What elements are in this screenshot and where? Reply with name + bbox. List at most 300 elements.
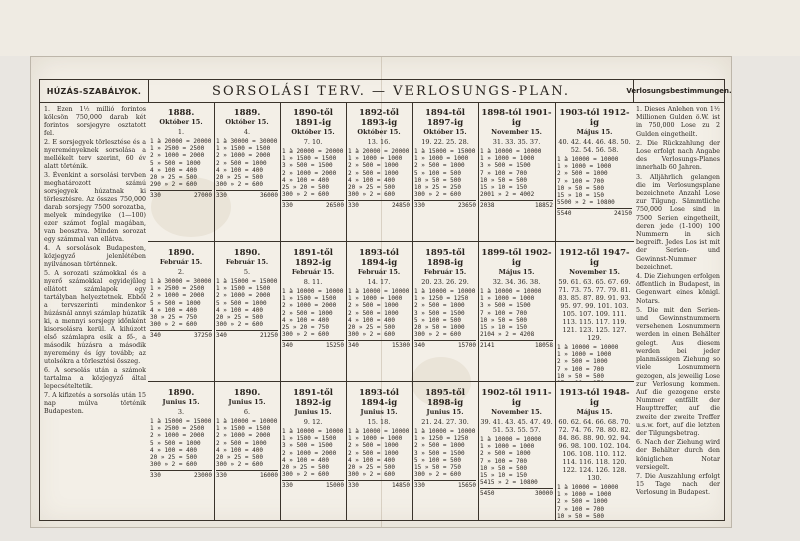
prize-line: 300 » 2 = 600	[216, 181, 263, 189]
rule-paragraph: 4. Die Ziehungen erfolgen öffentlich in Budapest, in Gegenwart eines königl. Notars.	[636, 273, 720, 305]
drawing-number: 5.	[243, 268, 251, 276]
total-sum: 18058	[534, 342, 553, 350]
prize-line: 4 » 100 = 400	[282, 176, 329, 184]
drawing-number: 4.	[243, 128, 251, 136]
prize-line: 15 » 10 = 150	[557, 192, 604, 200]
drawing-year: 1890-től 1891-ig	[292, 108, 333, 128]
prize-line: 20 » 25 = 500	[216, 314, 263, 322]
rules-text-de	[636, 106, 720, 499]
prize-line: 1 » 1000 = 1000	[480, 295, 535, 303]
drawing-cell	[555, 242, 634, 382]
drawing-cell	[412, 382, 478, 520]
prize-line: 300 » 2 = 600	[348, 191, 395, 199]
drawing-number: 40. 42. 44. 46. 48. 50. 52. 54. 56. 58.	[558, 138, 631, 154]
drawing-total	[414, 340, 476, 349]
rule-paragraph: 6. A sorsolás után a számok tartalma a közjegyző által lepecsételtetik.	[44, 367, 146, 390]
prize-line: 1 » 2500 = 2500	[150, 285, 205, 293]
drawing-total	[282, 480, 344, 489]
prize-line: 25 » 20 = 500	[282, 184, 329, 192]
prize-line: 2 » 500 = 1000	[557, 358, 608, 366]
prize-line: 10 » 50 = 500	[414, 176, 461, 184]
prize-line: 20 » 25 = 500	[150, 454, 197, 462]
prize-line: 2 » 1000 = 2000	[150, 292, 205, 300]
total-count: 340	[150, 332, 161, 340]
drawing-year: 1895-től 1898-ig	[424, 388, 465, 408]
prize-line: 1 à 10000 = 10000	[414, 288, 476, 295]
prize-line: 300 » 2 = 600	[150, 321, 197, 329]
drawing-month: Junius 15.	[426, 408, 464, 416]
rules-heading: HÚZÁS-SZABÁLYOK.	[40, 80, 149, 103]
prize-line: 1 à 10000 = 10000	[348, 288, 410, 295]
drawing-cell	[148, 102, 214, 242]
prize-line: 1 » 1250 = 1250	[414, 295, 469, 303]
prize-line: 1 » 2500 = 2500	[150, 425, 205, 433]
total-count: 330	[282, 482, 293, 490]
prize-line: 1 à 10000 = 10000	[557, 344, 619, 351]
prize-line: 2 » 500 = 1000	[348, 169, 399, 177]
prize-line: 1 à 10000 = 10000	[480, 288, 542, 295]
prize-line: 1 à 10000 = 10000	[557, 484, 619, 491]
plan-frame	[39, 79, 732, 521]
prize-line: 1 à 10000 = 10000	[414, 428, 476, 435]
prize-line: 5500 » 2 = 10800	[557, 199, 615, 207]
drawing-month: Február 15.	[291, 268, 335, 276]
drawing-total	[282, 340, 344, 349]
drawing-total	[414, 200, 476, 209]
rule-paragraph: 1. Dieses Anlehen von 1½ Millionen Gulden ö.W. ist in 750,000 Lose zu 2 Gulden eingetheilt.	[636, 106, 720, 138]
drawing-month: Február 15.	[159, 258, 203, 266]
drawing-cell	[280, 242, 346, 382]
drawing-month: Junius 15.	[162, 398, 200, 406]
total-sum: 26500	[325, 202, 344, 210]
prize-line: 20 » 25 = 500	[348, 464, 395, 472]
paper-top-strip	[0, 0, 800, 56]
drawing-month: Október 15.	[423, 128, 467, 136]
drawing-year: 1890.	[233, 388, 261, 398]
prize-line: 7 » 100 = 700	[480, 309, 527, 317]
prize-line: 1 à 20000 = 20000	[282, 148, 344, 155]
drawing-cell	[214, 382, 280, 520]
drawing-number: 15. 18.	[367, 418, 391, 426]
prize-line: 10 » 50 = 500	[480, 316, 527, 324]
prize-line: 4 » 100 = 400	[282, 316, 329, 324]
drawing-number: 60. 62. 64. 66. 68. 70. 72. 74. 76. 78. 80. 82. 84. 86. 88. 90. 92. 94. 96. 98. 100. 102. 104. 106. 108. 110. 112. 114. 116. 118. 120. 122. 124. 126. 128. 130.	[558, 418, 631, 482]
drawing-year: 1891-től 1892-ig	[292, 248, 333, 268]
prize-line: 2 » 1000 = 2000	[282, 302, 337, 310]
drawing-year: 1891-től 1892-ig	[292, 388, 333, 408]
prize-line: 4 » 100 = 400	[348, 316, 395, 324]
total-sum: 37250	[193, 332, 212, 340]
prize-line: 2 » 1000 = 2000	[282, 449, 337, 457]
prize-line: 3 » 500 = 1500	[480, 302, 531, 310]
total-sum: 15700	[457, 342, 476, 350]
drawing-cell	[148, 382, 214, 520]
prize-line: 300 » 2 = 600	[150, 461, 197, 469]
total-sum: 23000	[193, 472, 212, 480]
prize-line: 10 » 50 = 500	[480, 176, 527, 184]
total-count: 2141	[480, 342, 495, 350]
rule-paragraph: 7. A kifizetés a sorsolás után 15 nap múlva történik Budapesten.	[44, 392, 146, 415]
prize-line: 1 » 1000 = 1000	[480, 155, 535, 163]
prize-line: 1 à 15000 = 15000	[216, 278, 278, 285]
prize-line: 7 » 100 = 700	[557, 365, 604, 373]
prize-line: 4 » 100 = 400	[150, 446, 197, 454]
prize-line: 5 » 500 = 1000	[150, 299, 201, 307]
rule-paragraph: 3. Évenkint a sorsolási tervben meghatározott számú sorsjegyek húzatnak ki törlesztésre. Az összes 750,000 darab sorsjegy 7500 sorozatba, melyek mindegyike (1—100) ezer számot foglal magában, van beosztva. Minden sorozat egy számmal van ellátva.	[44, 172, 146, 243]
drawing-month: Junius 15.	[294, 408, 332, 416]
drawing-month: Május 15.	[576, 408, 613, 416]
prize-line: 20 » 25 = 500	[348, 324, 395, 332]
prize-line: 10 » 25 = 250	[414, 184, 461, 192]
rule-paragraph: 6. Nach der Ziehung wird der Behälter durch den königlichen Notar versiegelt.	[636, 439, 720, 471]
prize-line: 15 » 10 = 150	[480, 324, 527, 332]
drawing-number: 2.	[177, 268, 185, 276]
prize-line: 4 » 100 = 400	[216, 306, 263, 314]
total-count: 5450	[480, 490, 495, 498]
prize-line: 30 » 25 = 750	[150, 314, 197, 322]
drawing-total	[216, 470, 278, 479]
prize-line: 2 » 500 = 1000	[414, 162, 465, 170]
prize-line: 1 » 1500 = 1500	[282, 295, 337, 303]
rule-paragraph: 2. E sorsjegyek törlesztése és a nyereményeknek sorsolása a mellékelt terv szerint, 60 év alatt történik.	[44, 139, 146, 170]
prize-line: 4 » 100 = 400	[282, 456, 329, 464]
total-sum: 24850	[391, 202, 410, 210]
drawing-month: Február 15.	[357, 268, 401, 276]
prize-line: 20 » 25 = 500	[348, 184, 395, 192]
prize-line: 2001 » 2 = 4002	[480, 191, 535, 199]
prize-line: 20 » 25 = 500	[282, 464, 329, 472]
drawing-number: 9. 12.	[303, 418, 323, 426]
drawing-total	[348, 200, 410, 209]
drawing-number: 39. 41. 43. 45. 47. 49. 51. 53. 55. 57.	[480, 418, 553, 434]
total-sum: 30000	[534, 490, 553, 498]
total-sum: 36000	[259, 192, 278, 200]
prize-line: 1 » 1000 = 1000	[414, 155, 469, 163]
prize-line: 1 » 2500 = 2500	[150, 145, 205, 153]
drawing-year: 1898-tól 1901-ig	[481, 108, 552, 128]
drawing-cell	[478, 242, 555, 382]
prize-line: 1 » 1000 = 1000	[348, 295, 403, 303]
drawing-number: 14. 17.	[367, 278, 391, 286]
total-sum: 14850	[391, 482, 410, 490]
prize-line: 5 » 500 = 1000	[150, 159, 201, 167]
prize-line: 3 » 500 = 1500	[282, 162, 333, 170]
prize-line: 2 » 500 = 1000	[348, 442, 399, 450]
prize-line: 1 » 1000 = 1000	[557, 163, 612, 171]
drawing-year: 1895-től 1898-ig	[424, 248, 465, 268]
total-sum: 23650	[457, 202, 476, 210]
prize-line: 5 » 100 = 500	[414, 316, 461, 324]
total-sum: 16000	[259, 472, 278, 480]
rule-paragraph: 1. Ezen 1½ millió forintos kölcsön 750,000 darab két forintos sorsjegyre osztatott fel.	[44, 106, 146, 137]
rule-paragraph: 5. Die mit den Serien- und Gewinnstnummern versehenen Losnummern werden in einen Behälter gelegt. Aus diesem werden bei jeder planmässigen Ziehung so viele Losnummern gezogen, als jeweilig Lose zur Verlosung kommen. Auf die gezogene erste Nummer entfällt der Haupttreffer, auf die zweite der zweite Treffer u.s.w. fort, auf die letzten der Tilgungsbetrag.	[636, 306, 720, 437]
prize-line: 1 à 10000 = 10000	[557, 156, 619, 163]
prize-line: 3 » 500 = 1500	[480, 162, 531, 170]
drawing-year: 1892-től 1893-ig	[358, 108, 399, 128]
drawing-year: 1899-től 1902-ig	[481, 248, 552, 268]
drawing-month: Junius 15.	[360, 408, 398, 416]
drawing-cell	[214, 102, 280, 242]
prize-line: 1 à 30000 = 30000	[150, 278, 212, 285]
prize-line: 2 » 500 = 1000	[348, 302, 399, 310]
total-count: 330	[414, 482, 425, 490]
prize-line: 15 » 50 = 750	[414, 464, 461, 472]
drawing-cell	[412, 242, 478, 382]
drawing-number: 6.	[243, 408, 251, 416]
drawing-number: 13. 16.	[367, 138, 391, 146]
drawing-total	[480, 488, 553, 497]
prize-line: 1 » 1500 = 1500	[216, 145, 271, 153]
drawing-number: 32. 34. 36. 38.	[492, 278, 541, 286]
prize-line: 300 » 2 = 600	[216, 321, 263, 329]
drawing-year: 1894-től 1897-ig	[424, 108, 465, 128]
prize-line: 2 » 500 = 1000	[348, 449, 399, 457]
prize-line: 300 » 2 = 600	[414, 331, 461, 339]
drawing-total	[150, 470, 212, 479]
prize-line: 300 » 2 = 600	[414, 471, 461, 479]
prize-line: 1 à 10000 = 10000	[480, 148, 542, 155]
drawing-cell	[346, 242, 412, 382]
prize-line: 4 » 100 = 400	[150, 306, 197, 314]
drawing-number: 7. 10.	[303, 138, 323, 146]
total-count: 330	[150, 192, 161, 200]
drawing-number: 3.	[177, 408, 185, 416]
prize-line: 2 » 500 = 1000	[282, 309, 333, 317]
drawing-number: 31. 33. 35. 37.	[492, 138, 541, 146]
drawing-month: Május 15.	[498, 268, 535, 276]
drawing-total	[414, 480, 476, 489]
schedule-column	[412, 102, 479, 520]
prize-line: 2 » 500 = 1000	[414, 442, 465, 450]
prize-line: 7 » 100 = 700	[557, 505, 604, 513]
total-sum: 24150	[613, 210, 632, 218]
total-sum: 15650	[457, 482, 476, 490]
drawing-year: 1890.	[167, 248, 195, 258]
prize-line: 300 » 2 = 600	[282, 471, 329, 479]
prize-line: 2 » 500 = 1000	[348, 162, 399, 170]
drawing-total	[150, 190, 212, 199]
prize-line: 1 à 30000 = 30000	[216, 138, 278, 145]
schedule-column	[478, 102, 556, 520]
drawing-year: 1890.	[167, 388, 195, 398]
prize-line: 1 à 10000 = 10000	[282, 288, 344, 295]
drawing-month: Május 15.	[576, 128, 613, 136]
total-count: 330	[414, 202, 425, 210]
schedule-column	[555, 102, 634, 520]
prize-line: 2 » 1000 = 2000	[150, 152, 205, 160]
prize-line: 2 » 1000 = 2000	[282, 169, 337, 177]
drawing-month: Október 15.	[357, 128, 401, 136]
drawing-cell	[280, 102, 346, 242]
prize-line: 20 » 25 = 500	[216, 174, 263, 182]
prize-line: 3 » 500 = 1500	[414, 449, 465, 457]
prize-line: 20 » 25 = 500	[216, 454, 263, 462]
prize-line: 10 » 50 = 500	[480, 464, 527, 472]
prize-line: 5415 » 2 = 10800	[480, 479, 538, 487]
schedule-column	[148, 102, 215, 520]
drawing-number: 20. 23. 26. 29.	[421, 278, 469, 286]
prize-line: 4 » 100 = 400	[216, 446, 263, 454]
prize-line: 1 à 10000 = 10000	[480, 436, 542, 443]
drawing-cell	[412, 102, 478, 242]
prize-line: 10 » 50 = 500	[557, 372, 604, 380]
drawing-number: 1.	[177, 128, 185, 136]
prize-line: 4 » 100 = 400	[348, 176, 395, 184]
prize-line: 2 » 1000 = 2000	[216, 292, 271, 300]
drawing-month: November 15.	[569, 268, 620, 276]
drawing-month: Október 15.	[225, 118, 269, 126]
plan-heading: SORSOLÁSI TERV. — VERLOSUNGS-PLAN.	[148, 80, 634, 103]
prize-line: 2 » 500 = 1000	[557, 498, 608, 506]
prize-line: 5 » 100 = 500	[414, 456, 461, 464]
prize-line: 2 » 500 = 1000	[480, 450, 531, 458]
drawing-cell	[280, 382, 346, 520]
schedule-column	[280, 102, 347, 520]
prize-line: 15 » 10 = 150	[480, 472, 527, 480]
drawing-total	[150, 330, 212, 339]
prize-line: 1 à 10000 = 10000	[216, 418, 278, 425]
prize-line: 10 » 50 = 500	[557, 184, 604, 192]
drawing-cell	[555, 382, 634, 520]
drawing-year: 1912-től 1947-ig	[559, 248, 630, 268]
drawing-year: 1902-től 1911-ig	[481, 388, 552, 408]
total-sum: 15250	[325, 342, 344, 350]
prize-line: 15 » 10 = 150	[480, 184, 527, 192]
prize-line: 4 » 100 = 400	[150, 166, 197, 174]
drawing-number: 19. 22. 25. 28.	[421, 138, 469, 146]
drawing-total	[480, 200, 553, 209]
prize-line: 20 » 50 = 1000	[414, 324, 465, 332]
prize-line: 300 » 2 = 600	[414, 191, 461, 199]
drawing-number: 59. 61. 63. 65. 67. 69. 71. 73. 75. 77. 79. 81. 83. 85. 87. 89. 91. 93. 95. 97. 99. 101. 103. 105. 107. 109. 111. 113. 115. 117. 119. 121. 123. 125. 127. 129.	[558, 278, 631, 342]
drawing-cell	[346, 382, 412, 520]
total-count: 340	[414, 342, 425, 350]
prize-line: 1 à 10000 = 10000	[348, 428, 410, 435]
drawing-year: 1893-tól 1894-ig	[358, 388, 399, 408]
drawing-cell	[346, 102, 412, 242]
prize-line: 1 à 15000 = 15000	[414, 148, 476, 155]
rules-text-hu	[44, 106, 146, 417]
prize-line: 5 » 100 = 500	[414, 169, 461, 177]
drawing-number: 8. 11.	[303, 278, 323, 286]
drawing-month: November 15.	[491, 128, 542, 136]
drawing-cell	[148, 242, 214, 382]
total-count: 330	[348, 202, 359, 210]
total-count: 2038	[480, 202, 495, 210]
prize-line: 300 » 2 = 600	[348, 331, 395, 339]
drawing-total	[480, 340, 553, 349]
prize-line: 300 » 2 = 600	[348, 471, 395, 479]
drawing-month: November 15.	[491, 408, 542, 416]
prize-line: 2 » 1000 = 2000	[216, 432, 271, 440]
prize-line: 1 » 1000 = 1000	[348, 435, 403, 443]
prize-line: 1 » 1000 = 1000	[557, 351, 612, 359]
prize-line: 2 » 500 = 1000	[557, 170, 608, 178]
drawing-number: 21. 24. 27. 30.	[421, 418, 469, 426]
prize-line: 2104 » 2 = 4208	[480, 331, 535, 339]
schedule-column	[214, 102, 281, 520]
drawing-total	[282, 200, 344, 209]
prize-line: 2 » 500 = 1000	[348, 309, 399, 317]
prize-line: 5 » 500 = 1000	[150, 439, 201, 447]
prize-line: 2 » 500 = 1000	[414, 302, 465, 310]
prize-line: 2 » 500 = 1000	[216, 439, 267, 447]
prize-line: 20 » 25 = 500	[150, 174, 197, 182]
prize-line: 3 » 500 = 1500	[282, 442, 333, 450]
drawing-cell	[214, 242, 280, 382]
prize-line: 1 » 1000 = 1000	[348, 155, 403, 163]
drawing-total	[348, 480, 410, 489]
drawing-month: Február 15.	[225, 258, 269, 266]
prize-line: 1 à 15000 = 15000	[150, 418, 212, 425]
prize-line: 7 » 100 = 700	[557, 177, 604, 185]
drawing-cell	[478, 102, 555, 242]
drawing-month: Február 15.	[423, 268, 467, 276]
prize-line: 4 » 100 = 400	[348, 456, 395, 464]
drawing-year: 1890.	[233, 248, 261, 258]
prize-line: 1 » 1500 = 1500	[216, 425, 271, 433]
prize-line: 1 » 1000 = 1000	[557, 491, 612, 499]
rule-paragraph: 3. Alljährlich gelangen die im Verlosungsplane bezeichnete Anzahl Lose zur Tilgung. Sämmtliche 750,000 Lose sind in 7500 Serien eingetheilt, deren jede (1-100) 100 Nummern in sich begreift. Jedes Los ist mit der Serien- und Gewinnst-Nummer bezeichnet.	[636, 173, 720, 271]
total-count: 5540	[557, 210, 572, 218]
drawing-month: Október 15.	[291, 128, 335, 136]
prize-line: 1 » 1000 = 1000	[480, 443, 535, 451]
prize-line: 3 » 500 = 1500	[414, 309, 465, 317]
prize-line: 2 » 1000 = 2000	[150, 432, 205, 440]
prize-line: 10 » 50 = 500	[557, 512, 604, 520]
bestimmungen-heading: Verlosungsbestimmungen.	[633, 80, 724, 103]
rule-paragraph: 4. A sorsolások Budapesten, közjegyző jelenlétében nyilvánosan történnek.	[44, 245, 146, 268]
drawing-year: 1888.	[167, 108, 195, 118]
schedule-column	[346, 102, 413, 520]
prize-line: 1 à 10000 = 10000	[282, 428, 344, 435]
drawing-year: 1913-tól 1948-ig	[559, 388, 630, 408]
total-count: 330	[348, 482, 359, 490]
drawing-cell	[555, 102, 634, 242]
prize-line: 300 » 2 = 600	[282, 331, 329, 339]
prize-line: 300 » 2 = 600	[282, 191, 329, 199]
prize-line: 290 » 2 = 600	[150, 181, 197, 189]
total-count: 330	[216, 192, 227, 200]
drawing-month: Október 15.	[159, 118, 203, 126]
prize-line: 300 » 2 = 600	[216, 461, 263, 469]
rule-paragraph: 5. A sorozati számokkal és a nyerő számokkal egyidejűleg ellátott számlapok egy tartályban helyeztetnek. Ebből a tervszerinti mindenkor húzásnál annyi számlap húzatik ki, a mennyi sorsjegy időnként kisorsolásra kerül. A kihúzott első számlapra esik a fő-, a második húzásra a második nyeremény és így tovább; az utolsókra a törlesztési összeg.	[44, 270, 146, 365]
total-count: 330	[150, 472, 161, 480]
drawing-year: 1893-tól 1894-ig	[358, 248, 399, 268]
total-sum: 18852	[534, 202, 553, 210]
total-count: 340	[282, 342, 293, 350]
total-count: 330	[282, 202, 293, 210]
prize-line: 1 » 1500 = 1500	[216, 285, 271, 293]
total-sum: 15000	[325, 482, 344, 490]
total-sum: 27000	[193, 192, 212, 200]
drawing-cell	[478, 382, 555, 520]
drawing-total	[216, 190, 278, 199]
prize-line: 1 à 20000 = 20000	[348, 148, 410, 155]
drawing-total	[557, 208, 632, 217]
prize-line: 25 » 20 = 750	[282, 324, 329, 332]
document-sheet	[30, 56, 732, 528]
total-count: 340	[216, 332, 227, 340]
drawing-year: 1889.	[233, 108, 261, 118]
total-count: 330	[216, 472, 227, 480]
prize-line: 5 » 500 = 1000	[216, 299, 267, 307]
prize-line: 1 » 1500 = 1500	[282, 155, 337, 163]
prize-line: 2 » 1000 = 2000	[216, 152, 271, 160]
prize-line: 2 » 500 = 1000	[216, 159, 267, 167]
total-sum: 15300	[391, 342, 410, 350]
drawing-month: Junius 15.	[228, 398, 266, 406]
